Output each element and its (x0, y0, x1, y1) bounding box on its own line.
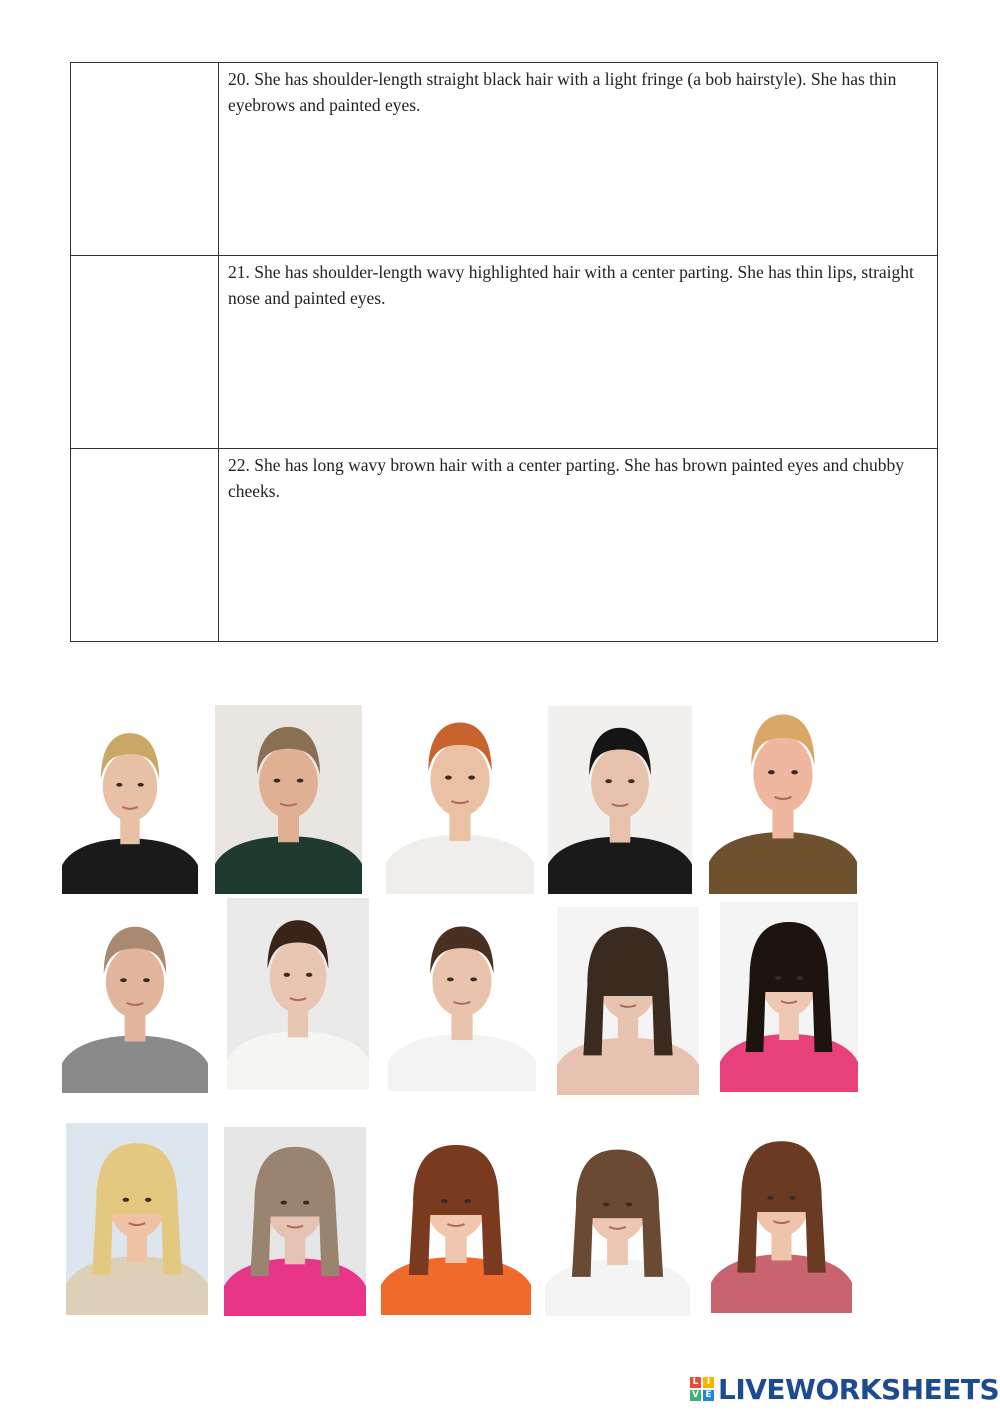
description-cell: 21. She has shoulder-length wavy highlighted hair with a center parting. She has thin lips, straight nose and painted eyes. (219, 256, 938, 449)
portrait-image (62, 905, 208, 1093)
student-photo[interactable] (545, 1130, 690, 1316)
portrait-image (709, 691, 857, 894)
answer-drop-zone[interactable] (71, 256, 218, 448)
student-photo[interactable] (224, 1127, 366, 1316)
portrait-image (66, 1123, 208, 1315)
liveworksheets-logo (690, 1372, 999, 1406)
portrait-image (62, 712, 198, 894)
table-row (71, 63, 938, 256)
table-row (71, 256, 938, 449)
portrait-image (215, 705, 362, 894)
table-row (71, 449, 938, 642)
answer-drop-zone[interactable] (71, 449, 218, 641)
answer-cell[interactable] (71, 256, 219, 449)
answer-drop-zone[interactable] (71, 63, 218, 255)
student-photo[interactable] (62, 905, 208, 1093)
student-photo[interactable] (720, 902, 858, 1092)
logo-mark-icon (690, 1377, 714, 1401)
student-photo[interactable] (557, 907, 699, 1095)
portrait-image (386, 700, 534, 894)
description-cell: 22. She has long wavy brown hair with a center parting. She has brown painted eyes and chubby cheeks. (219, 449, 938, 642)
student-photo[interactable] (381, 1125, 531, 1315)
portrait-image (224, 1127, 366, 1316)
portrait-image (381, 1125, 531, 1315)
portrait-image (388, 905, 536, 1091)
logo-mark-letter: I (703, 1377, 714, 1388)
logo-mark-letter: V (690, 1390, 701, 1401)
portrait-image (227, 898, 369, 1090)
description-cell: 20. She has shoulder-length straight black hair with a light fringe (a bob hairstyle). She has thin eyebrows and painted eyes. (219, 63, 938, 256)
student-photo[interactable] (66, 1123, 208, 1315)
student-photo[interactable] (227, 898, 369, 1090)
student-photo[interactable] (62, 712, 198, 894)
logo-text: LIVEWORKSHEETS (718, 1372, 1000, 1406)
portrait-image (711, 1121, 852, 1313)
portrait-image (557, 907, 699, 1095)
logo-mark-letter: E (703, 1390, 714, 1401)
logo-mark-letter: L (690, 1377, 701, 1388)
student-photo[interactable] (388, 905, 536, 1091)
student-photo[interactable] (548, 706, 692, 894)
answer-cell[interactable] (71, 449, 219, 642)
student-photo[interactable] (386, 700, 534, 894)
portrait-image (545, 1130, 690, 1316)
portrait-image (720, 902, 858, 1092)
answer-cell[interactable] (71, 63, 219, 256)
student-photo[interactable] (215, 705, 362, 894)
portrait-image (548, 706, 692, 894)
student-photo[interactable] (709, 691, 857, 894)
student-photo[interactable] (711, 1121, 852, 1313)
matching-table (70, 62, 938, 642)
